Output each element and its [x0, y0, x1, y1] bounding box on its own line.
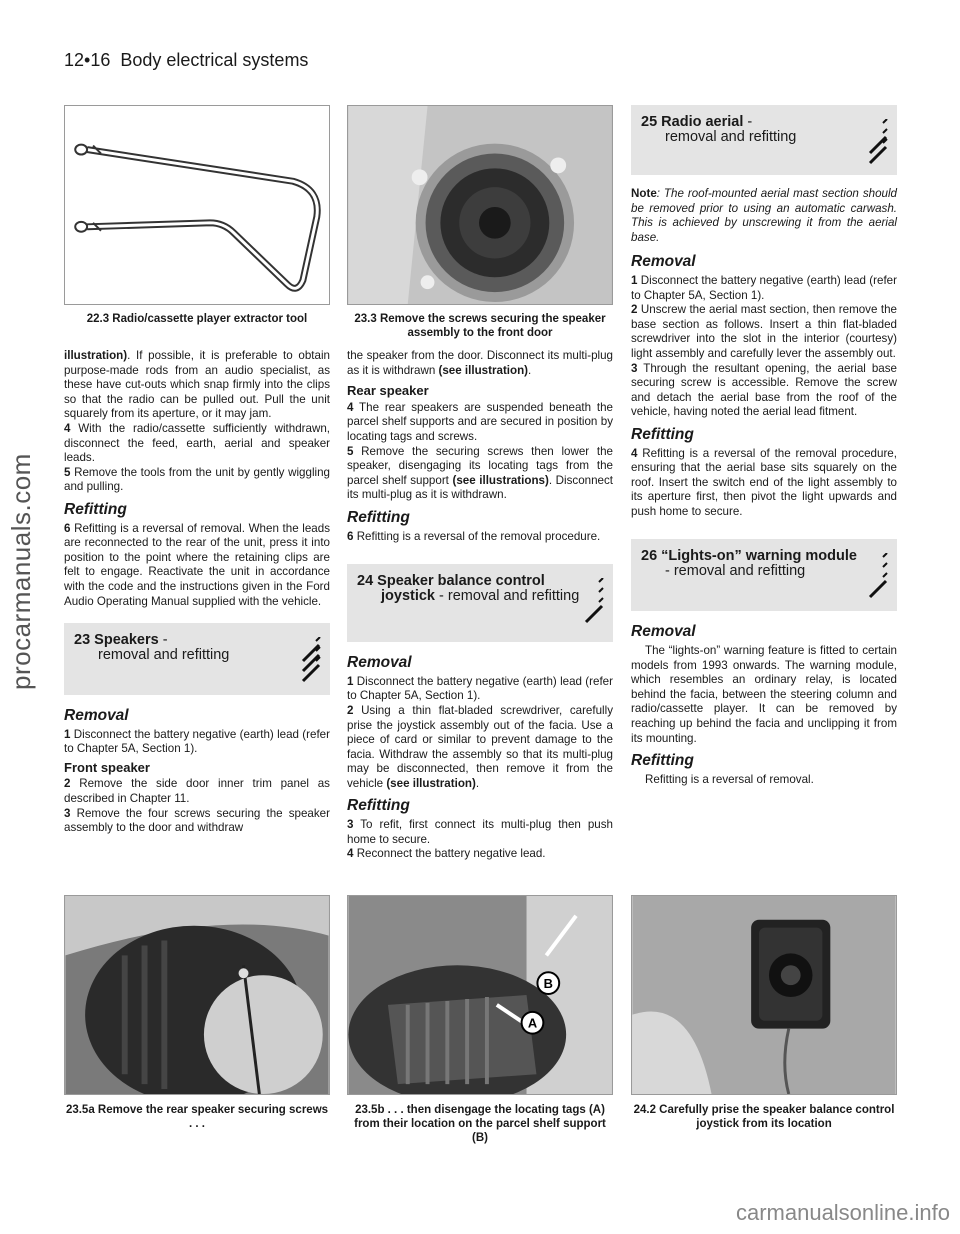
- see-illustration-ref: (see illustration): [386, 776, 476, 790]
- section-title: Body electrical systems: [120, 50, 309, 70]
- section-number: 23: [74, 632, 91, 649]
- caption-23-5b: 23.5b . . . then disengage the locating tags (A) from their location on the parcel shelf support (B): [354, 1104, 606, 1144]
- step-text: Remove the four screws securing the speaker assembly to the door and withdraw: [64, 806, 330, 835]
- step-number: 2: [347, 703, 354, 717]
- see-illustration-ref: (see illustration): [438, 363, 529, 377]
- extractor-tool-drawing: [65, 106, 329, 304]
- section-number: 26: [641, 548, 658, 565]
- note: [631, 187, 897, 245]
- section-subtitle: removal and refitting: [665, 128, 797, 145]
- step-4: [64, 422, 330, 466]
- heading-removal: Removal: [631, 253, 696, 271]
- section-title-cont: joystick: [381, 587, 435, 604]
- text-span: . Disconnect its multi-plug as it is withdrawn.: [347, 473, 613, 502]
- bottom-watermark: carmanualsonline.info: [735, 1200, 950, 1225]
- section-24-heading: [347, 564, 613, 642]
- removal-step-3: [64, 807, 330, 836]
- heading-refitting: Refitting: [347, 797, 410, 815]
- caption-24-2: 24.2 Carefully prise the speaker balance control joystick from its location: [633, 1104, 895, 1130]
- step-text: The rear speakers are suspended beneath the parcel shelf supports and are secured in position by locating tags and screws.: [347, 400, 613, 443]
- removal-step-3: [631, 362, 897, 420]
- step-text: Remove the side door inner trim panel as described in Chapter 11.: [64, 777, 330, 806]
- label-b: B: [543, 976, 553, 992]
- section-23-heading: [64, 623, 330, 695]
- side-watermark: procarmanuals.com: [6, 453, 36, 690]
- column-1: [64, 349, 330, 836]
- paragraph: [64, 349, 330, 422]
- step-number: 1: [347, 674, 354, 688]
- removal-step-2: [347, 704, 613, 792]
- text-span: . If possible, it is preferable to obtain purpose-made rods from an audio specialist, as these have cut-outs which snap firmly into the clips so that the radio can be pulled out. Pull the unit squarely from its aperture, or it may jam.: [64, 349, 330, 421]
- heading-removal: Removal: [631, 623, 696, 641]
- section-subtitle: - removal and refitting: [435, 587, 580, 604]
- step-text: Remove the tools from the unit by gently wiggling and pulling.: [64, 465, 330, 494]
- section-title-line: [641, 115, 887, 130]
- page-header: [64, 50, 308, 71]
- figure-rear-speaker-tags: [347, 895, 613, 1095]
- heading-front-speaker: Front speaker: [64, 759, 150, 775]
- step-6: [347, 530, 613, 545]
- section-title-line: [74, 633, 320, 648]
- refit-step-3: [347, 818, 613, 847]
- step-text: Disconnect the battery negative (earth) lead (refer to Chapter 5A, Section 1).: [631, 273, 897, 302]
- label-a: A: [527, 1015, 538, 1031]
- step-4: [347, 401, 613, 445]
- removal-step-1: [631, 274, 897, 303]
- section-number: 25: [641, 114, 658, 130]
- see-illustration-ref: illustration): [64, 349, 128, 362]
- step-text: Refitting is a reversal of the removal procedure.: [356, 529, 601, 543]
- step-number: 5: [347, 444, 354, 458]
- section-title-line: [357, 574, 603, 589]
- step-number: 4: [631, 446, 638, 460]
- heading-refitting: Refitting: [64, 500, 127, 518]
- caption-22-3: 22.3 Radio/cassette player extractor tool: [86, 313, 308, 325]
- section-dash: -: [158, 632, 168, 649]
- step-6: [64, 522, 330, 610]
- joystick-photo: [632, 896, 896, 1094]
- step-number: 1: [631, 273, 638, 287]
- heading-removal: Removal: [64, 707, 129, 725]
- step-number: 2: [631, 303, 638, 317]
- section-25-heading: [631, 105, 897, 175]
- step-text: Unscrew the aerial mast section, then remove the base section as follows. Insert a thin flat-bladed screwdriver into the slot in the interior (courtesy) light assembly and carefully lever the assembly out.: [631, 303, 897, 360]
- removal-step-1: [64, 728, 330, 757]
- section-title-line: [641, 549, 887, 564]
- figure-front-speaker: [347, 105, 613, 305]
- figure-rear-speaker-screws: [64, 895, 330, 1095]
- section-title: “Lights-on” warning module: [661, 548, 857, 565]
- caption-23-3: 23.3 Remove the screws securing the speaker assembly to the front door: [354, 313, 606, 339]
- section-number: 24: [357, 573, 374, 590]
- front-speaker-photo: [348, 106, 612, 304]
- heading-refitting: Refitting: [631, 425, 694, 443]
- removal-step-2: [631, 303, 897, 361]
- heading-removal: Removal: [347, 654, 412, 672]
- step-5: [347, 445, 613, 503]
- step-number: 4: [64, 421, 71, 435]
- step-text: Disconnect the battery negative (earth) lead (refer to Chapter 5A, Section 1).: [64, 727, 330, 756]
- refit-step-4: [347, 847, 613, 862]
- section-title: Speakers: [94, 632, 159, 649]
- column-2: [347, 349, 613, 862]
- step-text: To refit, first connect its multi-plug then push home to secure.: [347, 818, 613, 846]
- step-text: Using a thin flat-bladed screwdriver, carefully prise the joystick assembly out of the facia. Use a piece of card or similar to prevent damage to the facia. Withdraw the assembly so that its multi-plug may be disconnected, then remove it from the vehicle: [347, 703, 613, 790]
- text-span: .: [475, 776, 480, 790]
- step-number: 3: [64, 806, 71, 820]
- heading-rear-speaker: Rear speaker: [347, 383, 429, 399]
- step-number: 4: [347, 847, 354, 861]
- step-text: Through the resultant opening, the aerial base securing screw is accessible. Remove the screw and detach the aerial base from the roof of the vehicle, having noted the aerial lead fitment.: [631, 361, 897, 419]
- section-title: Speaker balance control: [377, 573, 545, 590]
- difficulty-wrench-icon: [867, 553, 889, 599]
- difficulty-wrench-icon: [867, 119, 889, 165]
- note-label: Note: [631, 187, 657, 200]
- page-number: 12•16: [64, 50, 111, 70]
- rear-speaker-tags-photo: [348, 896, 612, 1094]
- refit-step-4: [631, 447, 897, 520]
- caption-23-5a: 23.5a Remove the rear speaker securing screws . . .: [65, 1104, 329, 1130]
- step-number: 1: [64, 727, 71, 741]
- figure-extractor-tool: [64, 105, 330, 305]
- difficulty-wrench-icon: [300, 637, 322, 683]
- step-number: 6: [64, 521, 71, 535]
- section-26-heading: [631, 539, 897, 611]
- section-subtitle-line: [357, 589, 603, 604]
- column-3: [631, 105, 897, 787]
- step-number: 6: [347, 529, 354, 543]
- removal-step-2: [64, 777, 330, 806]
- step-text: Remove the securing screws then lower the speaker, disengaging its locating tags from the parcel shelf support: [347, 444, 613, 487]
- step-text: With the radio/cassette sufficiently withdrawn, disconnect the feed, earth, aerial and speaker leads.: [64, 421, 330, 465]
- paragraph: Refitting is a reversal of removal.: [645, 772, 814, 786]
- step-text: Refitting is a reversal of removal. When the leads are reconnected to the rear of the unit, press it into position to the point where the retaining clips are felt to engage. Reactivate the unit in accordance with the code and the instructions given in the Ford Audio Operating Manual supplied with the vehicle.: [64, 521, 330, 608]
- step-5: [64, 466, 330, 495]
- section-dash: -: [743, 114, 753, 130]
- step-text: Reconnect the battery negative lead.: [356, 847, 546, 861]
- step-number: 3: [347, 818, 354, 832]
- note-text: : The roof-mounted aerial mast section should be removed prior to using an automatic carwash. This is achieved by unscrewing it from the aerial base.: [631, 187, 897, 244]
- step-number: 3: [631, 361, 638, 375]
- section-subtitle: removal and refitting: [98, 646, 230, 663]
- difficulty-wrench-icon: [583, 578, 605, 624]
- paragraph: The “lights-on” warning feature is fitted to certain models from 1993 onwards. The warning module, which resembles an ordinary relay, is located behind the facia, between the steering column and radio/cassette player. It can be removed by reaching up behind the facia and unclipping it from its mounting.: [631, 644, 897, 745]
- section-title: Radio aerial: [661, 114, 744, 130]
- step-number: 5: [64, 465, 71, 479]
- paragraph: [347, 349, 613, 378]
- text-span: .: [528, 363, 532, 377]
- heading-refitting: Refitting: [347, 508, 410, 526]
- step-number: 2: [64, 777, 71, 791]
- section-subtitle: - removal and refitting: [665, 563, 806, 580]
- removal-step-1: [347, 675, 613, 704]
- step-text: Disconnect the battery negative (earth) lead (refer to Chapter 5A, Section 1).: [347, 674, 613, 703]
- figure-joystick: [631, 895, 897, 1095]
- rear-speaker-photo: [65, 896, 329, 1094]
- text-span: the speaker from the door. Disconnect its multi-plug as it is withdrawn: [347, 349, 613, 377]
- step-text: Refitting is a reversal of the removal procedure, ensuring that the aerial base sits squarely on the roof. Insert the switch end of the light assembly to its aperture first, then pivot the light upwards and push home to secure.: [631, 446, 897, 518]
- step-number: 4: [347, 400, 354, 414]
- see-illustrations-ref: (see illustrations): [452, 473, 549, 487]
- heading-refitting: Refitting: [631, 752, 694, 770]
